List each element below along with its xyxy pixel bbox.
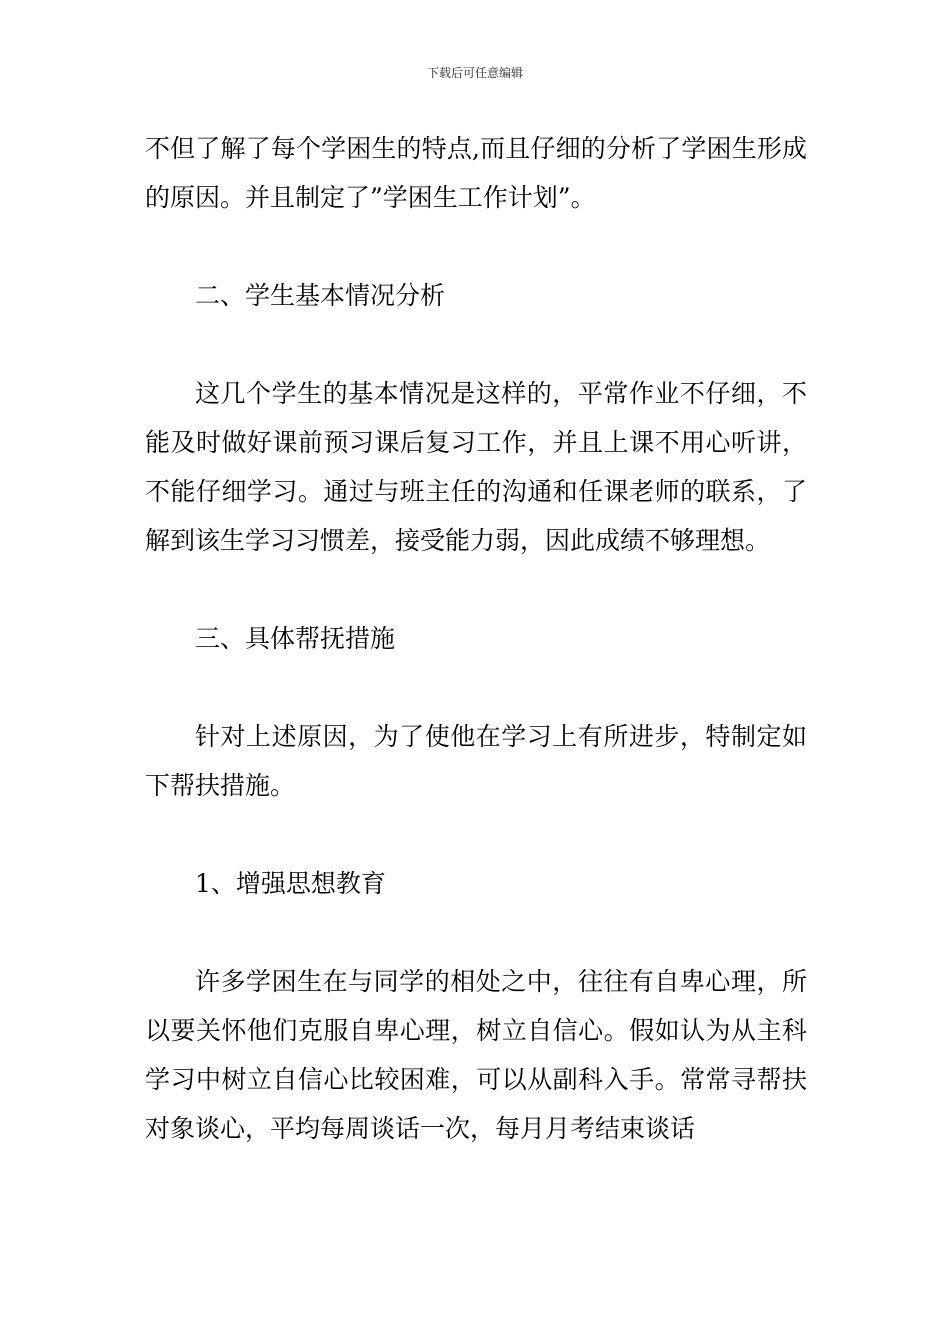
paragraph-student-situation: 这几个学生的基本情况是这样的，平常作业不仔细，不能及时做好课前预习课后复习工作，并且上课不用心听讲，不能仔细学习。通过与班主任的沟通和任课老师的联系，了解到该生学习习惯差，接受能力弱，因此成绩不够理想。 (145, 379, 807, 555)
page-header-note: 下载后可任意编辑 (426, 66, 523, 80)
paragraph-measures-intro: 针对上述原因，为了使他在学习上有所进步，特制定如下帮扶措施。 (145, 722, 807, 800)
subheading-thought-education: 1、增强思想教育 (195, 869, 386, 898)
paragraph-gap (145, 810, 807, 859)
section-heading-measures: 三、具体帮抚措施 (195, 624, 396, 653)
section-heading-student-analysis: 二、学生基本情况分析 (195, 281, 446, 310)
paragraph-gap (145, 908, 807, 957)
paragraph-gap (145, 222, 807, 271)
paragraph-gap (145, 663, 807, 712)
paragraph-gap (145, 320, 807, 369)
paragraph-thought-education: 许多学困生在与同学的相处之中，往往有自卑心理，所以要关怀他们克服自卑心理，树立自信心。假如认为从主科学习中树立自信心比较困难，可以从副科入手。常常寻帮扶对象谈心，平均每周谈话一次，每月月考结束谈话 (145, 967, 807, 1143)
paragraph-gap (145, 565, 807, 614)
document-body (145, 124, 807, 1153)
paragraph-continuation: 不但了解了每个学困生的特点,而且仔细的分析了学困生形成的原因。并且制定了”学困生工作计划”。 (145, 134, 807, 212)
